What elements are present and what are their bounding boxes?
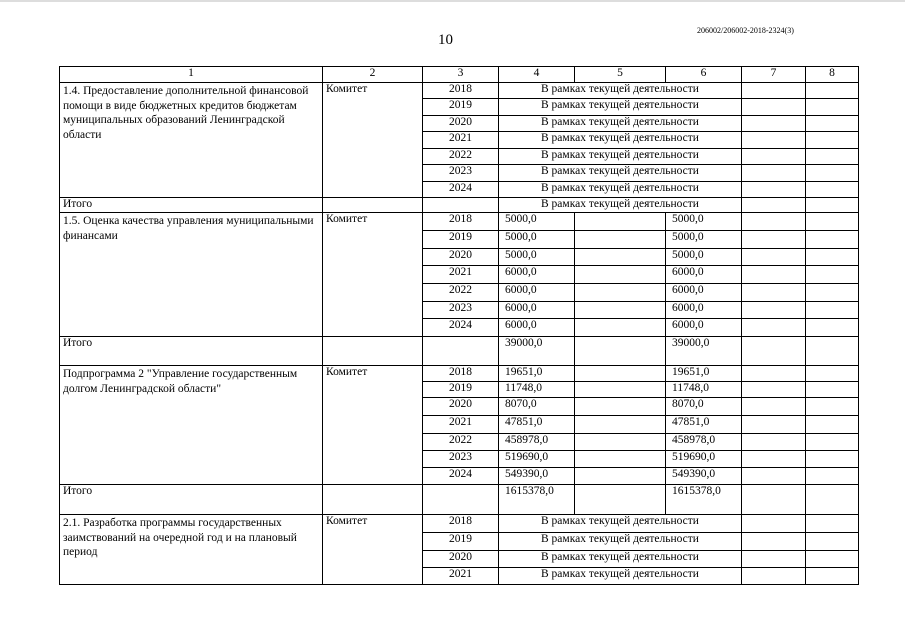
page-number: 10 [438, 32, 453, 48]
table-cell [742, 382, 806, 398]
value-col6: 458978,0 [666, 434, 742, 451]
note-cell: В рамках текущей деятельности [499, 515, 742, 533]
measure-title: 2.1. Разработка программы государственных заимствований на очередной год и на плановый период [60, 515, 323, 585]
year-cell: 2019 [423, 231, 499, 249]
table-cell [806, 434, 859, 451]
total-col6: 39000,0 [666, 337, 742, 366]
table-cell [742, 319, 806, 337]
value-col6: 6000,0 [666, 319, 742, 337]
table-cell [806, 398, 859, 416]
table-cell [806, 165, 859, 182]
executor: Комитет [323, 366, 423, 485]
table-cell [806, 231, 859, 249]
executor: Комитет [323, 213, 423, 337]
table-cell [323, 485, 423, 515]
table-cell [806, 451, 859, 468]
value-col4: 519690,0 [499, 451, 575, 468]
table-cell [806, 149, 859, 165]
table-cell [742, 116, 806, 132]
table-cell [575, 434, 666, 451]
table-cell [742, 182, 806, 198]
table-cell [575, 249, 666, 266]
value-col4: 6000,0 [499, 319, 575, 337]
table-cell [742, 366, 806, 382]
table-cell [806, 468, 859, 485]
table-cell [575, 382, 666, 398]
table-row [60, 366, 859, 382]
value-col4: 47851,0 [499, 416, 575, 434]
table-cell [742, 99, 806, 116]
value-col4: 5000,0 [499, 231, 575, 249]
year-cell: 2020 [423, 551, 499, 568]
value-col4: 6000,0 [499, 284, 575, 302]
table-cell [806, 198, 859, 213]
total-label: Итого [60, 198, 323, 213]
column-header: 6 [666, 67, 742, 83]
year-cell: 2021 [423, 266, 499, 284]
table-cell [575, 266, 666, 284]
table-cell [806, 302, 859, 319]
table-cell [806, 337, 859, 366]
table-cell [806, 182, 859, 198]
year-cell: 2023 [423, 165, 499, 182]
table-cell [742, 533, 806, 551]
table-cell [742, 485, 806, 515]
table-cell [742, 266, 806, 284]
table-cell [742, 398, 806, 416]
year-cell: 2021 [423, 416, 499, 434]
value-col6: 6000,0 [666, 302, 742, 319]
table-cell [742, 416, 806, 434]
value-col4: 8070,0 [499, 398, 575, 416]
value-col6: 5000,0 [666, 249, 742, 266]
table-cell [742, 337, 806, 366]
total-col6: 1615378,0 [666, 485, 742, 515]
table-cell [806, 551, 859, 568]
table-cell [323, 198, 423, 213]
table-cell [742, 568, 806, 585]
year-cell: 2020 [423, 249, 499, 266]
table-cell [742, 434, 806, 451]
value-col4: 19651,0 [499, 366, 575, 382]
table-cell [742, 213, 806, 231]
table-cell [575, 213, 666, 231]
total-note: В рамках текущей деятельности [499, 198, 742, 213]
table-cell [742, 284, 806, 302]
table-cell [575, 398, 666, 416]
value-col6: 8070,0 [666, 398, 742, 416]
total-label: Итого [60, 337, 323, 366]
table-cell [806, 132, 859, 149]
value-col6: 549390,0 [666, 468, 742, 485]
year-cell: 2018 [423, 515, 499, 533]
year-cell: 2019 [423, 382, 499, 398]
year-cell: 2018 [423, 366, 499, 382]
value-col4: 5000,0 [499, 213, 575, 231]
table-cell [806, 485, 859, 515]
note-cell: В рамках текущей деятельности [499, 132, 742, 149]
table-cell [575, 485, 666, 515]
total-row [60, 198, 859, 213]
table-cell [742, 515, 806, 533]
table-row [60, 83, 859, 99]
table-cell [806, 249, 859, 266]
table-cell [806, 116, 859, 132]
table-cell [806, 382, 859, 398]
table-cell [575, 284, 666, 302]
table-cell [742, 165, 806, 182]
total-label: Итого [60, 485, 323, 515]
year-cell: 2018 [423, 213, 499, 231]
total-col4: 39000,0 [499, 337, 575, 366]
total-col4: 1615378,0 [499, 485, 575, 515]
table-cell [575, 416, 666, 434]
value-col6: 19651,0 [666, 366, 742, 382]
note-cell: В рамках текущей деятельности [499, 99, 742, 116]
value-col4: 6000,0 [499, 266, 575, 284]
table-cell [742, 149, 806, 165]
table-cell [423, 337, 499, 366]
year-cell: 2024 [423, 468, 499, 485]
table-row [60, 515, 859, 533]
year-cell: 2022 [423, 149, 499, 165]
note-cell: В рамках текущей деятельности [499, 165, 742, 182]
table-cell [806, 366, 859, 382]
table-cell [806, 284, 859, 302]
column-header: 8 [806, 67, 859, 83]
note-cell: В рамках текущей деятельности [499, 182, 742, 198]
value-col4: 458978,0 [499, 434, 575, 451]
table-cell [575, 231, 666, 249]
note-cell: В рамках текущей деятельности [499, 149, 742, 165]
table-cell [575, 319, 666, 337]
year-cell: 2019 [423, 99, 499, 116]
table-cell [575, 451, 666, 468]
table-cell [423, 198, 499, 213]
year-cell: 2023 [423, 451, 499, 468]
document-code: 206002/206002-2018-2324(3) [697, 26, 794, 35]
table-cell [806, 266, 859, 284]
value-col4: 11748,0 [499, 382, 575, 398]
table-header-row [60, 67, 859, 83]
year-cell: 2022 [423, 434, 499, 451]
table-cell [742, 302, 806, 319]
table-cell [806, 533, 859, 551]
table-cell [806, 515, 859, 533]
table-cell [806, 213, 859, 231]
year-cell: 2024 [423, 319, 499, 337]
value-col6: 5000,0 [666, 231, 742, 249]
value-col4: 6000,0 [499, 302, 575, 319]
table-cell [742, 132, 806, 149]
value-col6: 5000,0 [666, 213, 742, 231]
year-cell: 2023 [423, 302, 499, 319]
measure-title: 1.4. Предоставление дополнительной финансовой помощи в виде бюджетных кредитов бюджетам муниципальных образований Ленинградской области [60, 83, 323, 198]
value-col6: 6000,0 [666, 284, 742, 302]
year-cell: 2022 [423, 284, 499, 302]
table-cell [575, 468, 666, 485]
year-cell: 2020 [423, 398, 499, 416]
year-cell: 2021 [423, 132, 499, 149]
table-cell [575, 302, 666, 319]
value-col6: 11748,0 [666, 382, 742, 398]
table-cell [742, 551, 806, 568]
column-header: 2 [323, 67, 423, 83]
table-cell [742, 468, 806, 485]
table-cell [575, 337, 666, 366]
column-header: 1 [60, 67, 323, 83]
note-cell: В рамках текущей деятельности [499, 83, 742, 99]
table-cell [806, 83, 859, 99]
year-cell: 2020 [423, 116, 499, 132]
value-col6: 47851,0 [666, 416, 742, 434]
note-cell: В рамках текущей деятельности [499, 568, 742, 585]
column-header: 4 [499, 67, 575, 83]
table-cell [423, 485, 499, 515]
total-row [60, 337, 859, 366]
table-cell [323, 337, 423, 366]
column-header: 5 [575, 67, 666, 83]
table-cell [742, 451, 806, 468]
year-cell: 2021 [423, 568, 499, 585]
table-cell [742, 83, 806, 99]
scan-edge [0, 0, 905, 2]
table-cell [575, 366, 666, 382]
note-cell: В рамках текущей деятельности [499, 533, 742, 551]
total-row [60, 485, 859, 515]
table-cell [806, 319, 859, 337]
table-cell [742, 249, 806, 266]
table-cell [742, 231, 806, 249]
table-cell [806, 99, 859, 116]
year-cell: 2018 [423, 83, 499, 99]
measure-title: Подпрограмма 2 "Управление государственным долгом Ленинградской области" [60, 366, 323, 485]
table-cell [806, 416, 859, 434]
table-cell [806, 568, 859, 585]
year-cell: 2024 [423, 182, 499, 198]
value-col6: 6000,0 [666, 266, 742, 284]
program-table [59, 66, 859, 585]
value-col4: 549390,0 [499, 468, 575, 485]
note-cell: В рамках текущей деятельности [499, 551, 742, 568]
column-header: 7 [742, 67, 806, 83]
table-cell [742, 198, 806, 213]
note-cell: В рамках текущей деятельности [499, 116, 742, 132]
executor: Комитет [323, 83, 423, 198]
executor: Комитет [323, 515, 423, 585]
column-header: 3 [423, 67, 499, 83]
table-row [60, 213, 859, 231]
value-col4: 5000,0 [499, 249, 575, 266]
year-cell: 2019 [423, 533, 499, 551]
value-col6: 519690,0 [666, 451, 742, 468]
measure-title: 1.5. Оценка качества управления муниципальными финансами [60, 213, 323, 337]
